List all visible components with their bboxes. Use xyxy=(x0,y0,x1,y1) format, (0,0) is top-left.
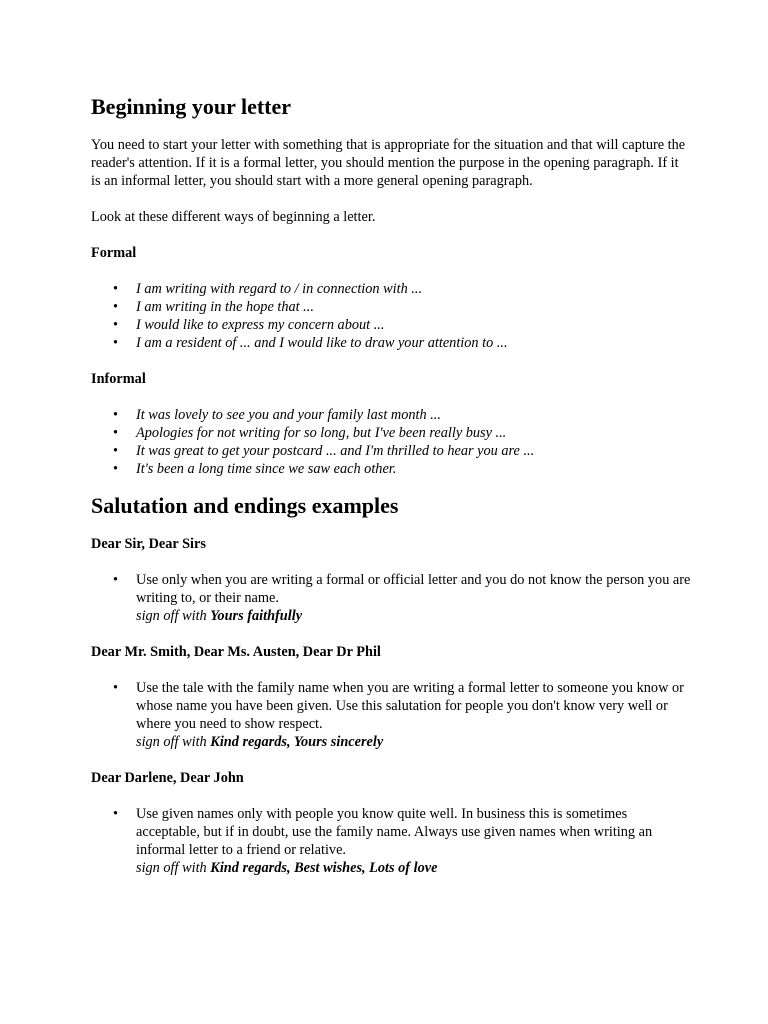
bullet-icon: • xyxy=(113,572,119,588)
sign-off-line: sign off with Kind regards, Yours sincerely xyxy=(136,734,384,750)
sign-off-phrase: Kind regards, Best wishes, Lots of love xyxy=(210,860,438,876)
list-item: • It was lovely to see you and your family last month ... xyxy=(113,407,441,423)
salutation-description: Use the tale with the family name when you are writing a formal letter to someone you know or whose name you have been given. Use this salutation for people you don't know very well or where you need to show respect. xyxy=(136,680,684,732)
informal-label: Informal xyxy=(91,371,146,387)
list-item: • I am writing with regard to / in connection with ... xyxy=(113,281,423,297)
salutation-description: Use given names only with people you know quite well. In business this is sometimes acceptable, but if in doubt, use the family name. Always use given names when writing an informal letter to a friend or relative. xyxy=(136,806,653,858)
salutation-list-family-name xyxy=(91,679,691,751)
bullet-icon: • xyxy=(113,407,119,423)
list-item xyxy=(91,679,691,751)
list-item: • I am a resident of ... and I would like to draw your attention to ... xyxy=(113,335,508,351)
sign-off-phrase: Yours faithfully xyxy=(210,608,303,624)
sign-off-phrase: Kind regards, Yours sincerely xyxy=(210,734,384,750)
sign-off-line: sign off with Kind regards, Best wishes, Lots of love xyxy=(136,860,438,876)
intro-paragraph: You need to start your letter with something that is appropriate for the situation and that will capture the reader's attention. If it is a formal letter, you should mention the purpose in the opening paragraph. If it is an informal letter, you should start with a more general opening paragraph. xyxy=(91,137,686,189)
list-item: • It's been a long time since we saw each other. xyxy=(113,461,397,477)
document-page xyxy=(91,92,691,877)
salutation-description: Use only when you are writing a formal or official letter and you do not know the person you are writing to, or their name. xyxy=(136,572,691,606)
salutation-list-given-name xyxy=(91,805,691,877)
look-paragraph: Look at these different ways of beginning a letter. xyxy=(91,209,376,225)
bullet-icon: • xyxy=(113,680,119,696)
bullet-icon: • xyxy=(113,317,119,333)
heading-beginning-your-letter: Beginning your letter xyxy=(91,94,292,119)
list-item: • It was great to get your postcard ... and I'm thrilled to hear you are ... xyxy=(113,443,535,459)
bullet-icon: • xyxy=(113,281,119,297)
salutation-list-sir xyxy=(91,571,691,625)
list-item: • I would like to express my concern about ... xyxy=(113,317,385,333)
formal-label: Formal xyxy=(91,245,137,261)
salutation-label-given-name: Dear Darlene, Dear John xyxy=(91,770,244,786)
bullet-icon: • xyxy=(113,806,119,822)
list-item xyxy=(91,805,691,877)
informal-list xyxy=(91,406,691,478)
bullet-icon: • xyxy=(113,443,119,459)
bullet-icon: • xyxy=(113,335,119,351)
bullet-icon: • xyxy=(113,461,119,477)
list-item: • I am writing in the hope that ... xyxy=(113,299,314,315)
list-item: • Apologies for not writing for so long, but I've been really busy ... xyxy=(113,425,507,441)
salutation-label-sir: Dear Sir, Dear Sirs xyxy=(91,536,206,552)
salutation-label-family-name: Dear Mr. Smith, Dear Ms. Austen, Dear Dr Phil xyxy=(91,644,381,660)
bullet-icon: • xyxy=(113,299,119,315)
sign-off-line: sign off with Yours faithfully xyxy=(136,608,303,624)
list-item xyxy=(91,571,691,625)
bullet-icon: • xyxy=(113,425,119,441)
heading-salutation-and-endings: Salutation and endings examples xyxy=(91,493,399,518)
formal-list xyxy=(91,280,691,352)
